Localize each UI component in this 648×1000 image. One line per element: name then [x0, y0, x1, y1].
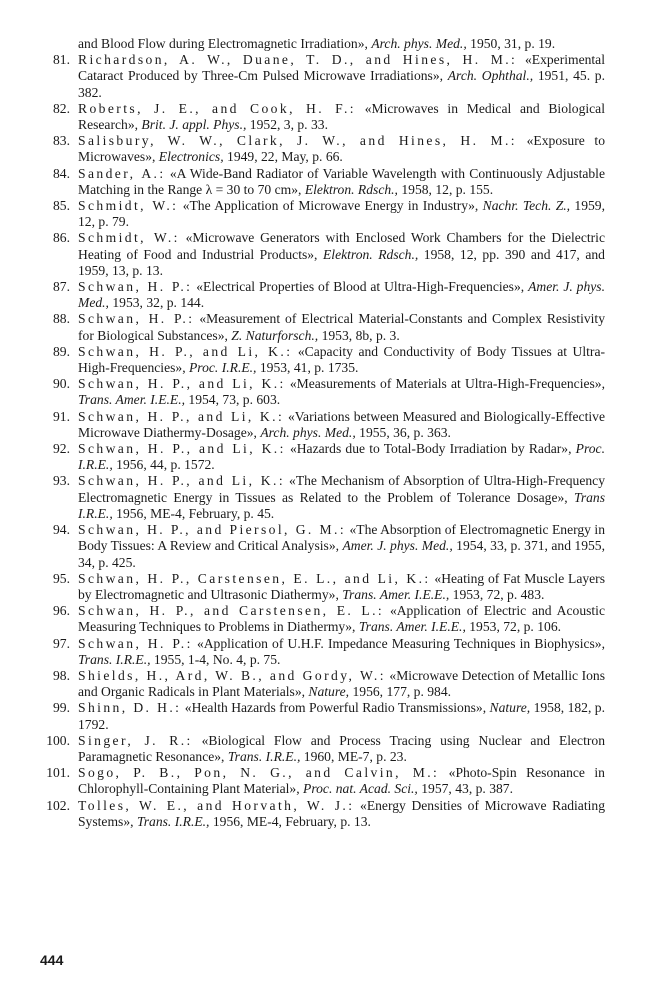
- reference-number: 84.: [53, 165, 70, 181]
- reference-details: 1955, 36, p. 363.: [359, 424, 451, 440]
- reference-continuation: [40, 36, 605, 52]
- reference-details: 1956, ME-4, February, p. 13.: [212, 813, 371, 829]
- reference-title: «Energy Densities of Microwave Radiating Systems»,: [78, 797, 605, 829]
- reference-entry: [40, 409, 605, 441]
- reference-authors: Sogo, P. B., Pon, N. G., and Calvin, M.:: [78, 765, 440, 781]
- reference-number: 90.: [53, 376, 70, 392]
- reference-title: «Application of Electric and Acoustic Measuring Techniques to Problems in Diathermy»,: [78, 603, 605, 635]
- reference-details: 1956, ME-4, February, p. 45.: [116, 505, 275, 521]
- reference-entries: [40, 52, 605, 830]
- reference-journal: Proc. I.R.E.,: [78, 441, 605, 473]
- reference-title: «The Absorption of Electromagnetic Energy in Body Tissues: A Review and Critical Analysis»,: [78, 522, 605, 554]
- reference-title: «The Application of Microwave Energy in Industry»,: [182, 198, 479, 214]
- reference-title: and Blood Flow during Electromagnetic Irradiation»,: [78, 36, 368, 51]
- reference-number: 102.: [46, 797, 70, 813]
- reference-journal: Trans. Amer. I.E.E.,: [78, 392, 185, 408]
- reference-number: 81.: [53, 52, 70, 68]
- reference-details: 1956, 177, p. 984.: [352, 684, 452, 700]
- reference-entry: [40, 166, 605, 198]
- reference-journal: Electronics,: [158, 149, 224, 165]
- reference-entry: [40, 733, 605, 765]
- reference-number: 85.: [53, 198, 70, 214]
- reference-entry: [40, 441, 605, 473]
- reference-number: 99.: [53, 700, 70, 716]
- reference-entry: [40, 765, 605, 797]
- reference-entry: [40, 279, 605, 311]
- reference-number: 83.: [53, 133, 70, 149]
- reference-authors: Shinn, D. H.:: [78, 700, 182, 716]
- reference-number: 87.: [53, 279, 70, 295]
- reference-title: «Hazards due to Total-Body Irradiation by Radar»,: [289, 441, 572, 457]
- reference-title: «Electrical Properties of Blood at Ultra-High-Frequencies»,: [196, 279, 525, 295]
- reference-entry: [40, 636, 605, 668]
- reference-journal: Proc. I.R.E.,: [189, 360, 257, 376]
- reference-authors: Schwan, H. P.:: [78, 279, 193, 295]
- reference-number: 86.: [53, 230, 70, 246]
- reference-number: 98.: [53, 667, 70, 683]
- reference-number: 92.: [53, 441, 70, 457]
- reference-authors: Shields, H., Ard, W. B., and Gordy, W.:: [78, 667, 386, 683]
- reference-authors: Schwan, H. P., and Li, K.:: [78, 473, 286, 489]
- reference-details: 1954, 33, p. 371, and 1955, 34, p. 425.: [78, 538, 605, 570]
- reference-details: 1960, ME-7, p. 23.: [303, 748, 407, 764]
- reference-authors: Schwan, H. P., and Carstensen, E. L.:: [78, 603, 385, 619]
- reference-number: 95.: [53, 570, 70, 586]
- reference-journal: Brit. J. appl. Phys.,: [141, 117, 247, 133]
- reference-title: «Experimental Cataract Produced by Three-Cm Pulsed Microwave Irradiations»,: [78, 52, 605, 84]
- reference-entry: [40, 133, 605, 165]
- reference-journal: Trans. Amer. I.E.E.,: [342, 586, 450, 602]
- reference-entry: [40, 52, 605, 101]
- reference-title: «Variations between Measured and Biologically-Effective Microwave Diathermy-Dosage»,: [78, 408, 605, 440]
- reference-title: «Microwave Detection of Metallic Ions and Organic Radicals in Plant Materials»,: [78, 667, 605, 700]
- reference-entry: [40, 376, 605, 408]
- reference-title: «Microwave Generators with Enclosed Work Chambers for the Dielectric Heating of Food and Industrial Products»,: [78, 230, 605, 262]
- page-number: 444: [40, 952, 64, 968]
- reference-journal: Amer. J. phys. Med.,: [78, 279, 605, 311]
- reference-title: «Measurements of Materials at Ultra-High-Frequencies»,: [289, 376, 605, 392]
- reference-number: 97.: [53, 635, 70, 651]
- reference-journal: Trans. I.R.E.,: [136, 813, 210, 829]
- reference-journal: Trans. I.R.E.,: [227, 748, 301, 764]
- reference-journal: Trans. Amer. I.E.E.,: [358, 619, 466, 635]
- reference-title: «Exposure to Microwaves»,: [78, 133, 605, 165]
- reference-title: «Capacity and Conductivity of Body Tissues at Ultra-High-Frequencies»,: [78, 343, 606, 376]
- reference-authors: Schwan, H. P., and Li, K.:: [78, 376, 286, 392]
- reference-title: «Photo-Spin Resonance in Chlorophyll-Containing Plant Material»,: [78, 765, 605, 797]
- reference-journal: Amer. J. phys. Med.,: [342, 538, 453, 554]
- reference-title: «The Mechanism of Absorption of Ultra-High-Frequency Electromagnetic Energy in Tissues as Related to the Problem of Tolerance Dosage»,: [78, 473, 606, 505]
- reference-entry: [40, 473, 605, 522]
- reference-journal: Proc. nat. Acad. Sci.,: [303, 781, 418, 797]
- reference-authors: Tolles, W. E., and Horvath, W. J.:: [78, 797, 355, 813]
- reference-details: 1959, 12, p. 79.: [78, 198, 605, 230]
- reference-journal: Arch. phys. Med.,: [260, 424, 356, 440]
- reference-entry: [40, 571, 605, 603]
- reference-authors: Schmidt, W.:: [78, 198, 179, 214]
- reference-entry: [40, 311, 605, 343]
- reference-title: «Health Hazards from Powerful Radio Transmissions»,: [184, 700, 487, 716]
- reference-details: 1958, 12, pp. 390 and 417, and 1959, 13, p. 13.: [78, 246, 605, 278]
- reference-entry: [40, 700, 605, 732]
- reference-authors: Schwan, H. P., and Piersol, G. M.:: [78, 522, 347, 538]
- reference-journal: Trans. I.R.E.,: [78, 651, 151, 667]
- reference-number: 88.: [53, 311, 70, 327]
- reference-journal: Elektron. Rdsch.,: [304, 181, 398, 197]
- reference-authors: Schwan, H. P.:: [78, 635, 193, 651]
- reference-entry: [40, 344, 605, 376]
- reference-title: «Application of U.H.F. Impedance Measuring Techniques in Biophysics»,: [196, 635, 605, 651]
- reference-authors: Salisbury, W. W., Clark, J. W., and Hines, H. M.:: [78, 133, 517, 149]
- reference-authors: Schwan, H. P., and Li, K.:: [78, 441, 286, 457]
- reference-entry: [40, 668, 605, 700]
- reference-title: «Heating of Fat Muscle Layers by Electromagnetic and Ultrasonic Diathermy»,: [78, 570, 605, 602]
- reference-journal: Trans I.R.E.,: [78, 489, 606, 521]
- reference-authors: Schwan, H. P., and Li, K.:: [78, 408, 285, 424]
- reference-entry: [40, 101, 605, 133]
- reference-details: 1953, 72, p. 483.: [452, 586, 545, 602]
- reference-entry: [40, 522, 605, 571]
- reference-title: «Biological Flow and Process Tracing using Nuclear and Electron Paramagnetic Resonance»,: [78, 732, 605, 764]
- reference-authors: Sander, A.:: [78, 165, 166, 181]
- reference-details: 1958, 182, p. 1792.: [78, 700, 605, 732]
- reference-number: 91.: [53, 408, 70, 424]
- reference-number: 89.: [53, 343, 70, 359]
- reference-entry: [40, 230, 605, 279]
- reference-authors: Richardson, A. W., Duane, T. D., and Hines, H. M.:: [78, 52, 518, 68]
- reference-details: 1949, 22, May, p. 66.: [227, 149, 343, 165]
- reference-title: «Measurement of Electrical Material-Constants and Complex Resistivity for Biological Substances»,: [78, 311, 605, 343]
- reference-number: 101.: [46, 765, 70, 781]
- reference-details: 1953, 72, p. 106.: [469, 619, 562, 635]
- reference-journal: Z. Naturforsch.,: [231, 327, 319, 343]
- reference-authors: Schmidt, W.:: [78, 230, 180, 246]
- reference-details: 1950, 31, p. 19.: [470, 36, 556, 51]
- reference-journal: Nature,: [308, 684, 350, 700]
- reference-journal: Elektron. Rdsch.,: [323, 246, 419, 262]
- reference-details: 1955, 1-4, No. 4, p. 75.: [153, 651, 281, 667]
- reference-journal: Arch. Ophthal.,: [447, 68, 534, 84]
- reference-number: 82.: [53, 100, 70, 116]
- reference-details: 1957, 43, p. 387.: [421, 781, 513, 797]
- reference-number: 100.: [46, 732, 70, 748]
- reference-journal: Nachr. Tech. Z.,: [482, 198, 571, 214]
- reference-details: 1953, 8b, p. 3.: [321, 327, 400, 343]
- reference-authors: Schwan, H. P., Carstensen, E. L., and Li, K.:: [78, 570, 431, 586]
- reference-details: 1951, 45. p. 382.: [78, 68, 605, 100]
- reference-title: «Microwaves in Medical and Biological Research»,: [78, 100, 605, 133]
- reference-journal: Nature,: [489, 700, 531, 716]
- reference-number: 96.: [53, 603, 70, 619]
- reference-details: 1952, 3, p. 33.: [249, 117, 328, 133]
- reference-authors: Singer, J. R.:: [78, 732, 193, 748]
- reference-entry: [40, 603, 605, 635]
- reference-entry: [40, 798, 605, 830]
- reference-number: 93.: [53, 473, 70, 489]
- reference-details: 1953, 41, p. 1735.: [259, 360, 359, 376]
- reference-authors: Schwan, H. P.:: [78, 311, 195, 327]
- reference-authors: Roberts, J. E., and Cook, H. F.:: [78, 100, 356, 116]
- reference-details: 1956, 44, p. 1572.: [116, 457, 215, 473]
- reference-title: «A Wide-Band Radiator of Variable Wavelength with Continuously Adjustable Matching in the Range λ = 30 to 70 cm»,: [78, 165, 605, 197]
- reference-list: [40, 36, 605, 830]
- reference-authors: Schwan, H. P., and Li, K.:: [78, 343, 293, 359]
- reference-details: 1953, 32, p. 144.: [112, 295, 205, 311]
- reference-details: 1958, 12, p. 155.: [401, 181, 494, 197]
- reference-number: 94.: [53, 522, 70, 538]
- reference-entry: [40, 198, 605, 230]
- reference-journal: Arch. phys. Med.,: [371, 36, 467, 51]
- reference-details: 1954, 73, p. 603.: [188, 392, 281, 408]
